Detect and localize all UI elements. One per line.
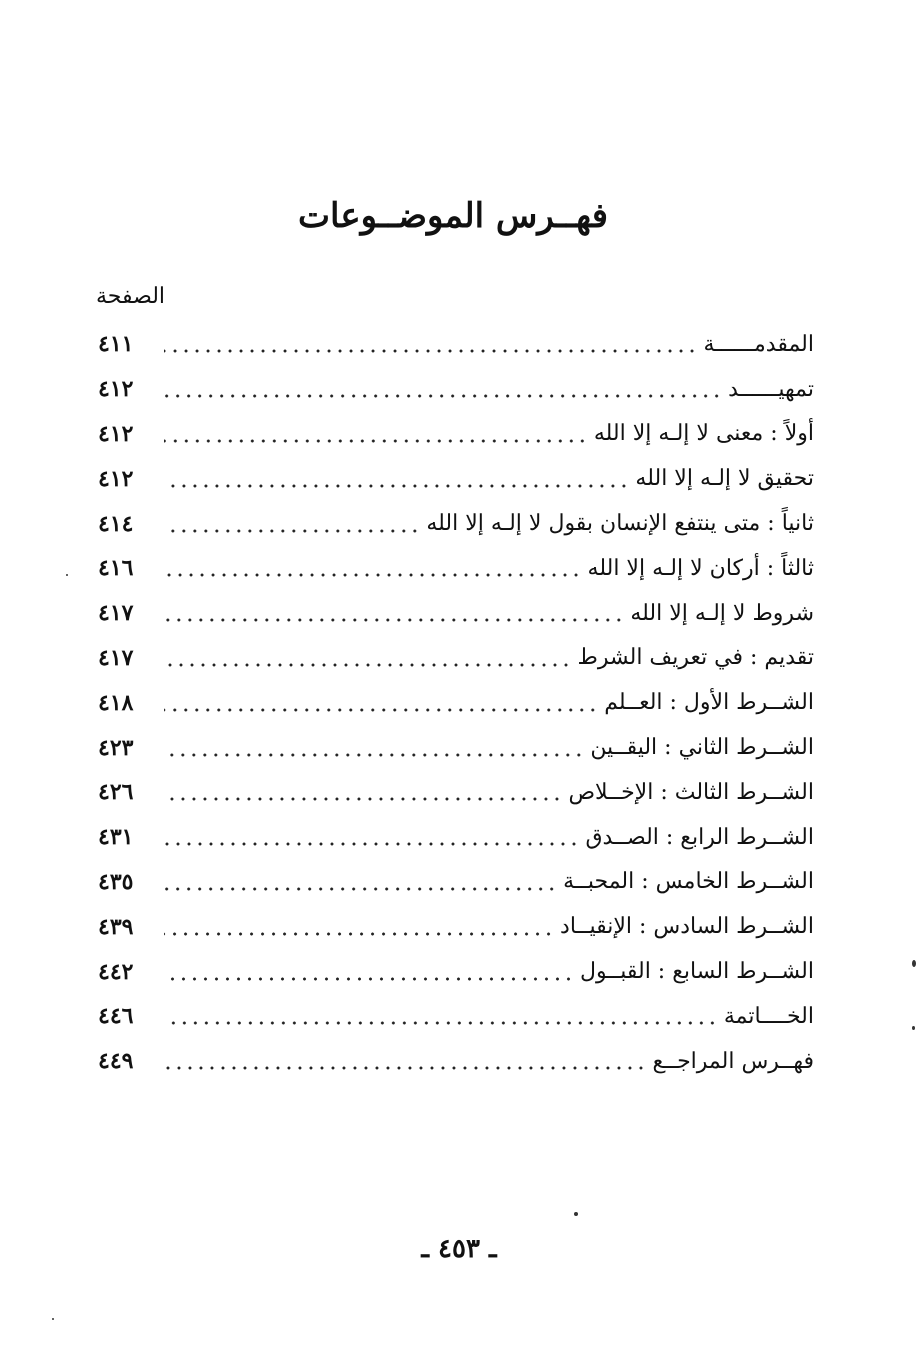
toc-entry-title: تقديم : في تعريف الشرط bbox=[577, 645, 814, 671]
toc-entry-title: الخــــاتمة bbox=[723, 1003, 814, 1029]
toc-row bbox=[98, 501, 814, 546]
toc-entry-page: ٤٢٦ bbox=[98, 779, 134, 806]
toc-row bbox=[98, 994, 814, 1039]
toc-entry-page: ٤١٧ bbox=[98, 644, 134, 671]
toc-entry-page: ٤١٤ bbox=[98, 510, 134, 537]
scan-speck bbox=[912, 1026, 915, 1030]
toc-entry-page: ٤٣١ bbox=[98, 824, 134, 851]
toc-entry-title: فهــرس المراجــع bbox=[652, 1048, 814, 1074]
dot-leader bbox=[164, 475, 629, 497]
toc-row bbox=[98, 815, 814, 860]
toc-entry-page: ٤١٢ bbox=[98, 420, 134, 447]
dot-leader bbox=[164, 1057, 646, 1079]
toc-entry-page: ٤١٦ bbox=[98, 555, 134, 582]
toc-row bbox=[98, 949, 814, 994]
dot-leader bbox=[164, 744, 584, 766]
toc-entry-title: الشــرط الثاني : اليقــين bbox=[590, 735, 814, 761]
dot-leader bbox=[164, 878, 557, 900]
scan-speck bbox=[52, 1318, 54, 1320]
toc-entry-title: الشــرط الأول : العــلم bbox=[604, 690, 814, 716]
toc-row bbox=[98, 770, 814, 815]
toc-entry-title: ثالثاً : أركان لا إلـه إلا الله bbox=[587, 555, 814, 581]
toc-entry-title: الشــرط الرابع : الصــدق bbox=[585, 824, 814, 850]
toc-entry-page: ٤٣٥ bbox=[98, 868, 134, 895]
scan-speck bbox=[66, 574, 68, 576]
page-title: فهــرس الموضــوعات bbox=[298, 196, 608, 236]
dot-leader bbox=[164, 833, 579, 855]
toc-row bbox=[98, 1039, 814, 1084]
toc-row bbox=[98, 636, 814, 681]
dot-leader bbox=[164, 564, 582, 586]
toc-row bbox=[98, 367, 814, 412]
toc-row bbox=[98, 322, 814, 367]
toc-row bbox=[98, 860, 814, 905]
toc-entry-title: أولاً : معنى لا إلـه إلا الله bbox=[593, 421, 814, 447]
dot-leader bbox=[164, 1012, 718, 1034]
dot-leader bbox=[164, 520, 420, 542]
toc-entry-page: ٤١١ bbox=[98, 331, 134, 358]
page-column-label: الصفحة bbox=[96, 284, 166, 309]
toc-entry-page: ٤١٨ bbox=[98, 689, 134, 716]
toc-entry-title: تحقيق لا إلـه إلا الله bbox=[635, 466, 814, 492]
dot-leader bbox=[164, 609, 624, 631]
scan-speck bbox=[912, 960, 916, 967]
toc-entry-page: ٤١٢ bbox=[98, 465, 134, 492]
dot-leader bbox=[164, 699, 598, 721]
toc-row bbox=[98, 904, 814, 949]
toc-row bbox=[98, 546, 814, 591]
dot-leader bbox=[164, 968, 574, 990]
toc-row bbox=[98, 412, 814, 457]
toc-entry-page: ٤١٧ bbox=[98, 600, 134, 627]
toc-entry-page: ٤١٢ bbox=[98, 376, 134, 403]
toc-row bbox=[98, 456, 814, 501]
toc-entry-title: شروط لا إلـه إلا الله bbox=[630, 600, 814, 626]
toc-entry-page: ٤٢٣ bbox=[98, 734, 134, 761]
toc-row bbox=[98, 725, 814, 770]
toc-entry-title: ثانياً : متى ينتفع الإنسان بقول لا إلـه إلا الله bbox=[426, 511, 814, 537]
table-of-contents bbox=[98, 322, 814, 1084]
toc-entry-title: الشــرط السابع : القبــول bbox=[579, 959, 814, 985]
dot-leader bbox=[164, 385, 722, 407]
dot-leader bbox=[164, 788, 562, 810]
toc-row bbox=[98, 591, 814, 636]
dot-leader bbox=[164, 654, 572, 676]
toc-entry-title: الشــرط الخامس : المحبــة bbox=[563, 869, 814, 895]
dot-leader bbox=[164, 340, 698, 362]
toc-entry-page: ٤٣٩ bbox=[98, 913, 134, 940]
dot-leader bbox=[164, 923, 554, 945]
toc-entry-title: الشــرط السادس : الإنقيــاد bbox=[560, 914, 814, 940]
toc-row bbox=[98, 680, 814, 725]
toc-entry-title: الشــرط الثالث : الإخــلاص bbox=[568, 779, 814, 805]
toc-entry-title: تمهيــــــد bbox=[728, 376, 814, 402]
footer-page-number: ـ ٤٥٣ ـ bbox=[421, 1234, 497, 1264]
toc-entry-title: المقدمــــــة bbox=[703, 331, 814, 357]
toc-entry-page: ٤٤٢ bbox=[98, 958, 134, 985]
toc-entry-page: ٤٤٩ bbox=[98, 1048, 134, 1075]
dot-leader bbox=[164, 430, 588, 452]
scan-speck bbox=[574, 1212, 578, 1216]
toc-entry-page: ٤٤٦ bbox=[98, 1003, 134, 1030]
